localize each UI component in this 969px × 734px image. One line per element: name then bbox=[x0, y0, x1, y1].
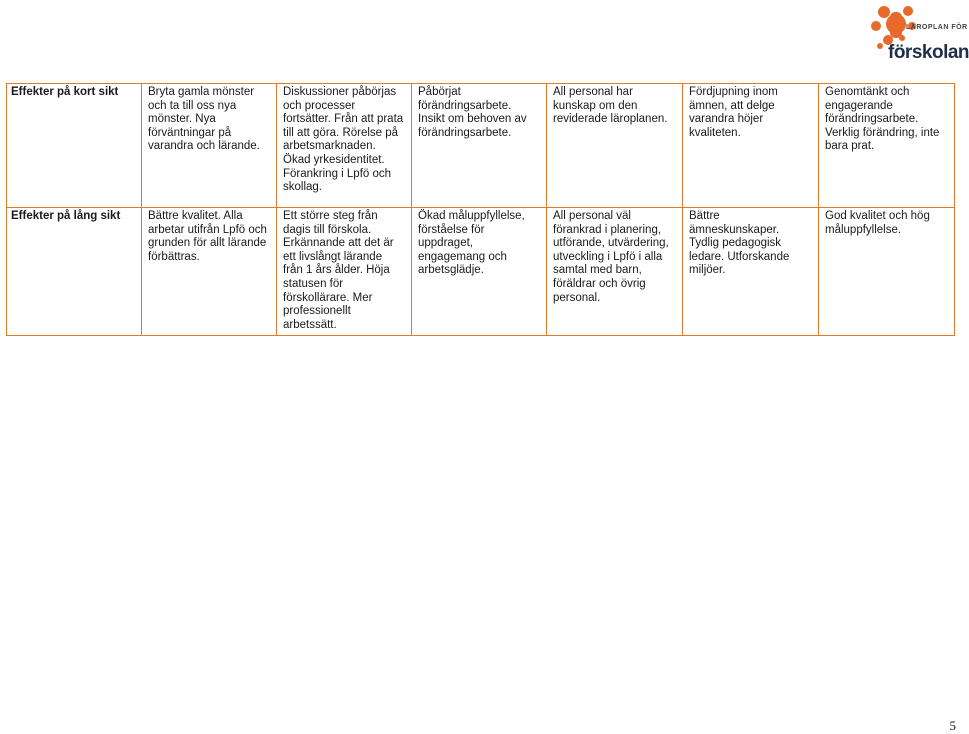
table-cell: Ett större steg från dagis till förskola. Erkännande att det är ett livslångt lärande från 1 års ålder. Höja statusen för förskollärare. Mer professionellt arbetssätt. bbox=[277, 208, 412, 336]
table-cell: All personal har kunskap om den reviderade läroplanen. bbox=[547, 84, 683, 208]
laroplan-logo bbox=[866, 2, 969, 64]
table-cell: All personal väl förankrad i planering, utförande, utvärdering, utveckling i Lpfö i alla samtal med barn, föräldrar och övrig personal. bbox=[547, 208, 683, 336]
table-row bbox=[7, 208, 955, 336]
table-row bbox=[7, 84, 955, 208]
table-cell: Genomtänkt och engagerande förändringsarbete. Verklig förändring, inte bara prat. bbox=[819, 84, 955, 208]
page-number: 5 bbox=[949, 718, 956, 733]
row-header: Effekter på lång sikt bbox=[7, 208, 142, 336]
effects-table bbox=[6, 83, 955, 336]
table-cell: Bryta gamla mönster och ta till oss nya mönster. Nya förväntningar på varandra och lärande. bbox=[142, 84, 277, 208]
table-cell: Påbörjat förändringsarbete. Insikt om behoven av förändringsarbete. bbox=[412, 84, 547, 208]
table-cell: Fördjupning inom ämnen, att delge varandra höjer kvaliteten. bbox=[683, 84, 819, 208]
row-header: Effekter på kort sikt bbox=[7, 84, 142, 208]
table-cell: God kvalitet och hög måluppfyllelse. bbox=[819, 208, 955, 336]
logo-tagline: LÄROPLAN FÖR bbox=[906, 24, 968, 31]
table-cell: Bättre kvalitet. Alla arbetar utifrån Lpfö och grunden för allt lärande förbättras. bbox=[142, 208, 277, 336]
table-cell: Ökad måluppfyllelse, förståelse för uppdraget, engagemang och arbetsglädje. bbox=[412, 208, 547, 336]
table-cell: Bättre ämneskunskaper. Tydlig pedagogisk ledare. Utforskande miljöer. bbox=[683, 208, 819, 336]
table-cell: Diskussioner påbörjas och processer fortsätter. Från att prata till att göra. Rörelse på arbetsmarknaden. Ökad yrkesidentitet. Förankring i Lpfö och skollag. bbox=[277, 84, 412, 208]
logo-wordmark: förskolan bbox=[888, 42, 969, 63]
